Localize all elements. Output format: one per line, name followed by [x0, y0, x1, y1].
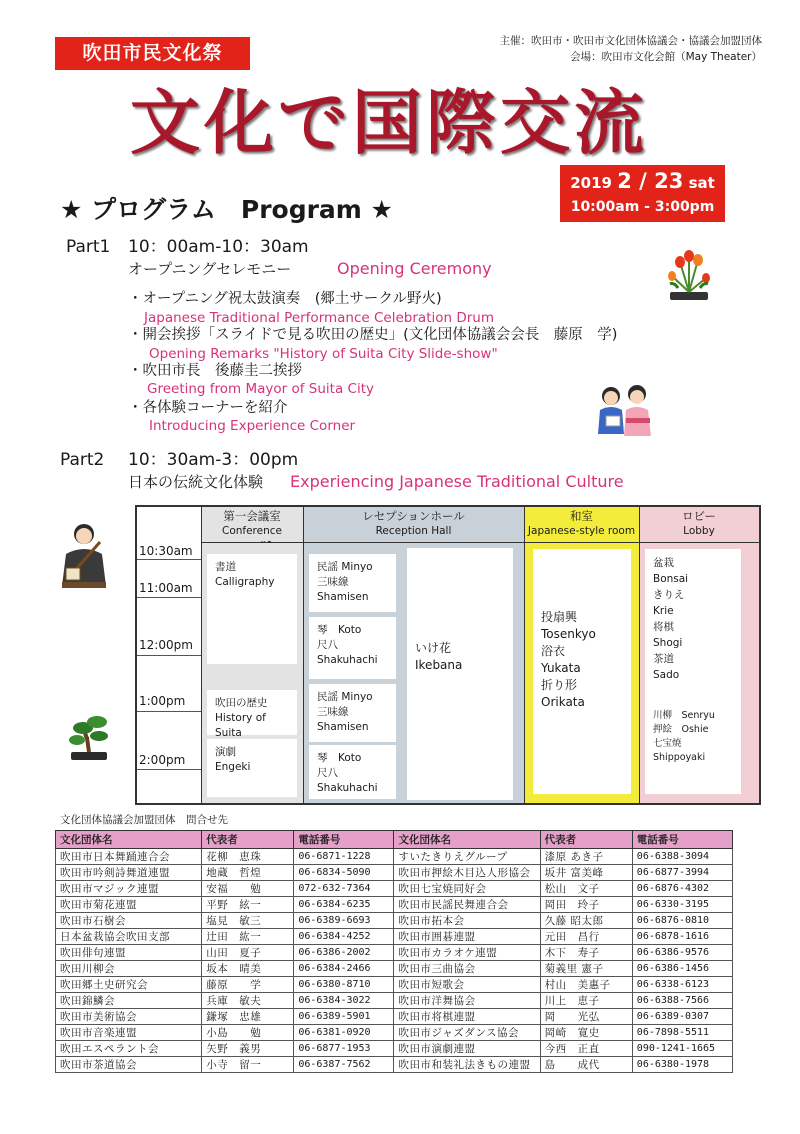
bonsai-icon [65, 712, 113, 764]
org-name: 吹田市演劇連盟 [394, 1041, 540, 1057]
part2-label: Part2 [60, 450, 105, 470]
representative: 鎌塚 忠雄 [202, 1009, 294, 1025]
org-name: 吹田市拓本会 [394, 913, 540, 929]
header-en: Reception Hall [375, 525, 452, 537]
activity-jp: 川柳 Senryu [653, 710, 715, 721]
org-name: 日本盆栽協会吹田支部 [56, 929, 202, 945]
column-header: 文化団体名 [394, 831, 540, 849]
org-name: 吹田郷土史研究会 [56, 977, 202, 993]
phone-number: 06-6877-3994 [632, 865, 732, 881]
activity-jp: 茶道 [653, 653, 674, 665]
representative: 村山 美惠子 [540, 977, 632, 993]
activity-en: Shamisen [317, 591, 369, 603]
schedule-grid [135, 505, 761, 805]
representative: 木下 寿子 [540, 945, 632, 961]
contacts-caption: 文化団体協議会加盟団体 問合せ先 [60, 814, 228, 826]
shamisen-player-icon [58, 520, 110, 590]
activity-en: Engeki [215, 761, 251, 773]
org-name: 吹田市囲碁連盟 [394, 929, 540, 945]
phone-number: 06-6388-3094 [632, 849, 732, 865]
phone-number: 06-6389-6693 [294, 913, 394, 929]
part1-item-en: Introducing Experience Corner [149, 418, 356, 434]
header-japanese-room [524, 507, 639, 543]
representative: 兵庫 敏夫 [202, 993, 294, 1009]
part1-item-en: Japanese Traditional Performance Celebration Drum [144, 310, 494, 326]
time-label: 1:00pm [139, 694, 186, 708]
phone-number: 06-6380-1978 [632, 1057, 732, 1073]
lobby-box [645, 549, 741, 794]
org-name: 吹田市カラオケ連盟 [394, 945, 540, 961]
org-name: 吹田市美術協会 [56, 1009, 202, 1025]
phone-number: 06-6386-1456 [632, 961, 732, 977]
org-name: 吹田錦鱗会 [56, 993, 202, 1009]
representative: 山田 夏子 [202, 945, 294, 961]
activity-en: Bonsai [653, 573, 689, 585]
date-dow: sat [688, 174, 715, 192]
phone-number: 06-6877-1953 [294, 1041, 394, 1057]
phone-number: 06-6380-8710 [294, 977, 394, 993]
time-label: 10:30am [139, 544, 193, 558]
header-jp: 第一会議室 [223, 509, 281, 523]
header-en: Japanese-style room [527, 525, 636, 537]
activity-en: Sado [653, 669, 680, 681]
org-name: 吹田市日本舞踊連合会 [56, 849, 202, 865]
phone-number: 06-6834-5090 [294, 865, 394, 881]
representative: 坂井 富美峰 [540, 865, 632, 881]
phone-number: 06-6387-7562 [294, 1057, 394, 1073]
phone-number: 06-6384-2466 [294, 961, 394, 977]
venue-text: 会場：吹田市文化会館（May Theater） [570, 51, 762, 63]
minyo-box [309, 684, 396, 742]
column-divider [639, 507, 640, 803]
activity-en: Shamisen [317, 721, 369, 733]
activity-en: Calligraphy [215, 576, 275, 588]
column-header: 代表者 [202, 831, 294, 849]
header-en: Lobby [683, 525, 715, 537]
org-name: 吹田市音楽連盟 [56, 1025, 202, 1041]
representative: 松山 文子 [540, 881, 632, 897]
table-row [56, 945, 733, 961]
activity-jp: きりえ [653, 589, 685, 601]
activity-jp: 民謡 Minyo [317, 691, 373, 703]
activity-jp: いけ花 [415, 641, 452, 655]
representative: 菊義里 憲子 [540, 961, 632, 977]
column-divider [303, 507, 304, 803]
table-row [56, 1041, 733, 1057]
activity-jp: 三味線 [317, 706, 349, 718]
activity-jp: 吹田の歴史 [215, 697, 268, 709]
part1-title-jp: オープニングセレモニー [128, 260, 292, 278]
phone-number: 06-6384-4252 [294, 929, 394, 945]
activity-jp: 民謡 Minyo [317, 561, 373, 573]
table-row [56, 1009, 733, 1025]
column-header: 代表者 [540, 831, 632, 849]
engeki-box [207, 739, 297, 797]
header-lobby [639, 507, 759, 543]
activity-jp: 尺八 [317, 767, 338, 779]
org-name: 吹田市マジック連盟 [56, 881, 202, 897]
org-name: 吹田市三曲協会 [394, 961, 540, 977]
koto-box [309, 617, 396, 679]
header-jp: レセプションホール [362, 509, 465, 523]
representative: 漆原 あき子 [540, 849, 632, 865]
activity-jp: 盆栽 [653, 557, 674, 569]
activity-en: Ikebana [415, 658, 463, 672]
representative: 今西 正直 [540, 1041, 632, 1057]
time-rule [137, 597, 201, 598]
org-name: 吹田市菊花連盟 [56, 897, 202, 913]
activity-jp: 尺八 [317, 639, 338, 651]
activity-en: Shippoyaki [653, 752, 706, 763]
activity-jp: 浴衣 [541, 644, 566, 658]
phone-number: 06-6384-3022 [294, 993, 394, 1009]
org-name: すいたきりえグループ [394, 849, 540, 865]
representative: 地蔵 哲煌 [202, 865, 294, 881]
activity-jp: 琴 Koto [317, 624, 362, 636]
representative: 安福 勉 [202, 881, 294, 897]
phone-number: 06-6876-0810 [632, 913, 732, 929]
activity-en: Tosenkyo [541, 627, 596, 641]
part1-item-jp: ・開会挨拶「スライドで見る吹田の歴史」(文化団体協議会会長 藤原 学) [128, 327, 618, 343]
part1-item-jp: ・各体験コーナーを紹介 [128, 400, 288, 416]
part2-time: 10：30am-3：00pm [128, 450, 299, 470]
representative: 辻田 紘一 [202, 929, 294, 945]
part2-title-en: Experiencing Japanese Traditional Culture [290, 472, 624, 491]
activity-en: History of Suita [215, 712, 266, 739]
phone-number: 06-6338-6123 [632, 977, 732, 993]
table-row [56, 1025, 733, 1041]
contacts-body [56, 849, 733, 1073]
japanese-room-box [533, 549, 631, 794]
phone-number: 06-6389-0307 [632, 1009, 732, 1025]
column-header: 電話番号 [632, 831, 732, 849]
activity-jp: 七宝焼 [653, 738, 682, 749]
org-name: 吹田市短歌会 [394, 977, 540, 993]
children-kimono-icon [596, 380, 654, 440]
phone-number: 06-6384-6235 [294, 897, 394, 913]
phone-number: 06-6386-9576 [632, 945, 732, 961]
header-jp: ロビー [681, 509, 717, 523]
phone-number: 06-6871-1228 [294, 849, 394, 865]
column-header: 電話番号 [294, 831, 394, 849]
time-rule [137, 559, 201, 560]
part1-item-jp: ・オープニング祝太鼓演奏 (郷土サークル野火) [128, 291, 442, 307]
org-name: 吹田市将棋連盟 [394, 1009, 540, 1025]
part1-item-en: Greeting from Mayor of Suita City [147, 381, 375, 397]
spacer [653, 683, 733, 709]
activity-jp: 書道 [215, 561, 236, 573]
header-conference-room [201, 507, 303, 543]
part1-time: 10：00am-10：30am [128, 237, 309, 257]
representative: 矢野 義男 [202, 1041, 294, 1057]
header-reception-hall [303, 507, 524, 543]
representative: 元田 昌行 [540, 929, 632, 945]
part1-label: Part1 [66, 237, 111, 257]
activity-en: Yukata [541, 661, 581, 675]
activity-jp: 三味線 [317, 576, 349, 588]
org-name: 吹田七宝焼同好会 [394, 881, 540, 897]
column-divider [201, 507, 202, 803]
activity-jp: 投扇興 [541, 610, 578, 624]
header-en: Conference [221, 525, 282, 537]
activity-jp: 琴 Koto [317, 752, 362, 764]
time-rule [137, 655, 201, 656]
representative: 小島 勉 [202, 1025, 294, 1041]
representative: 小寺 留一 [202, 1057, 294, 1073]
table-row [56, 993, 733, 1009]
time-label: 12:00pm [139, 638, 193, 652]
part1-item-jp: ・吹田市長 後藤圭二挨拶 [128, 363, 302, 379]
representative: 島 成代 [540, 1057, 632, 1073]
table-row [56, 961, 733, 977]
representative: 岡 光弘 [540, 1009, 632, 1025]
org-name: 吹田市茶道協会 [56, 1057, 202, 1073]
table-row [56, 1057, 733, 1073]
phone-number: 06-6386-2002 [294, 945, 394, 961]
column-divider [524, 507, 525, 803]
activity-en: Shogi [653, 637, 683, 649]
table-row [56, 913, 733, 929]
org-name: 吹田市ジャズダンス協会 [394, 1025, 540, 1041]
activity-en: Shakuhachi [317, 782, 378, 794]
phone-number: 06-6381-0920 [294, 1025, 394, 1041]
time-label: 2:00pm [139, 753, 186, 767]
date-line [560, 168, 725, 196]
activity-jp: 折り形 [541, 678, 578, 692]
time-rule [137, 769, 201, 770]
representative: 藤原 学 [202, 977, 294, 993]
representative: 岡崎 寛史 [540, 1025, 632, 1041]
table-header-row [56, 831, 733, 849]
time-label: 11:00am [139, 581, 193, 595]
phone-number: 06-7898-5511 [632, 1025, 732, 1041]
phone-number: 090-1241-1665 [632, 1041, 732, 1057]
representative: 花柳 恵珠 [202, 849, 294, 865]
table-row [56, 929, 733, 945]
date-year: 2019 [570, 174, 612, 192]
org-name: 吹田エスペラント会 [56, 1041, 202, 1057]
representative: 川上 恵子 [540, 993, 632, 1009]
program-heading: ★ プログラム Program ★ [60, 195, 393, 224]
phone-number: 06-6388-7566 [632, 993, 732, 1009]
activity-jp: 押絵 Oshie [653, 724, 709, 735]
org-name: 吹田市民謡民舞連合会 [394, 897, 540, 913]
phone-number: 072-632-7364 [294, 881, 394, 897]
org-name: 吹田市石樹会 [56, 913, 202, 929]
org-name: 吹田市押絵木目込人形協会 [394, 865, 540, 881]
representative: 塩見 敏三 [202, 913, 294, 929]
header-jp: 和室 [570, 509, 593, 523]
activity-en: Orikata [541, 695, 585, 709]
date-box [560, 165, 725, 222]
phone-number: 06-6389-5901 [294, 1009, 394, 1025]
page-title: 文化で国際交流 [130, 81, 648, 164]
time-range: 10:00am - 3:00pm [570, 199, 715, 215]
tulip-arrangement-icon [660, 248, 718, 306]
calligraphy-box [207, 554, 297, 664]
organizer-info [500, 33, 763, 65]
koto-box [309, 745, 396, 799]
phone-number: 06-6878-1616 [632, 929, 732, 945]
representative: 久藤 昭太郎 [540, 913, 632, 929]
org-name: 吹田市洋舞協会 [394, 993, 540, 1009]
table-row [56, 849, 733, 865]
festival-badge: 吹田市民文化祭 [55, 37, 250, 70]
phone-number: 06-6876-4302 [632, 881, 732, 897]
part1-item-en: Opening Remarks "History of Suita City Slide-show" [149, 346, 498, 362]
contacts-table [55, 830, 733, 1073]
org-name: 吹田市吟剣詩舞道連盟 [56, 865, 202, 881]
table-row [56, 881, 733, 897]
column-header: 文化団体名 [56, 831, 202, 849]
part1-title-en: Opening Ceremony [337, 259, 492, 278]
table-row [56, 977, 733, 993]
date-day: 2 / 23 [617, 169, 684, 193]
organizer-text: 主催：吹田市・吹田市文化団体協議会・協議会加盟団体 [499, 35, 762, 47]
activity-jp: 演劇 [215, 746, 236, 758]
representative: 平野 絃一 [202, 897, 294, 913]
activity-en: Krie [653, 605, 674, 617]
time-rule [137, 711, 201, 712]
org-name: 吹田俳句連盟 [56, 945, 202, 961]
activity-jp: 将棋 [653, 621, 674, 633]
representative: 岡田 玲子 [540, 897, 632, 913]
history-box [207, 690, 297, 739]
org-name: 吹田市和装礼法きもの連盟 [394, 1057, 540, 1073]
table-row [56, 865, 733, 881]
minyo-box [309, 554, 396, 612]
representative: 坂本 晴美 [202, 961, 294, 977]
part2-title-jp: 日本の伝統文化体験 [128, 473, 264, 491]
phone-number: 06-6330-3195 [632, 897, 732, 913]
activity-en: Shakuhachi [317, 654, 378, 666]
table-row [56, 897, 733, 913]
ikebana-box [407, 548, 513, 800]
org-name: 吹田川柳会 [56, 961, 202, 977]
